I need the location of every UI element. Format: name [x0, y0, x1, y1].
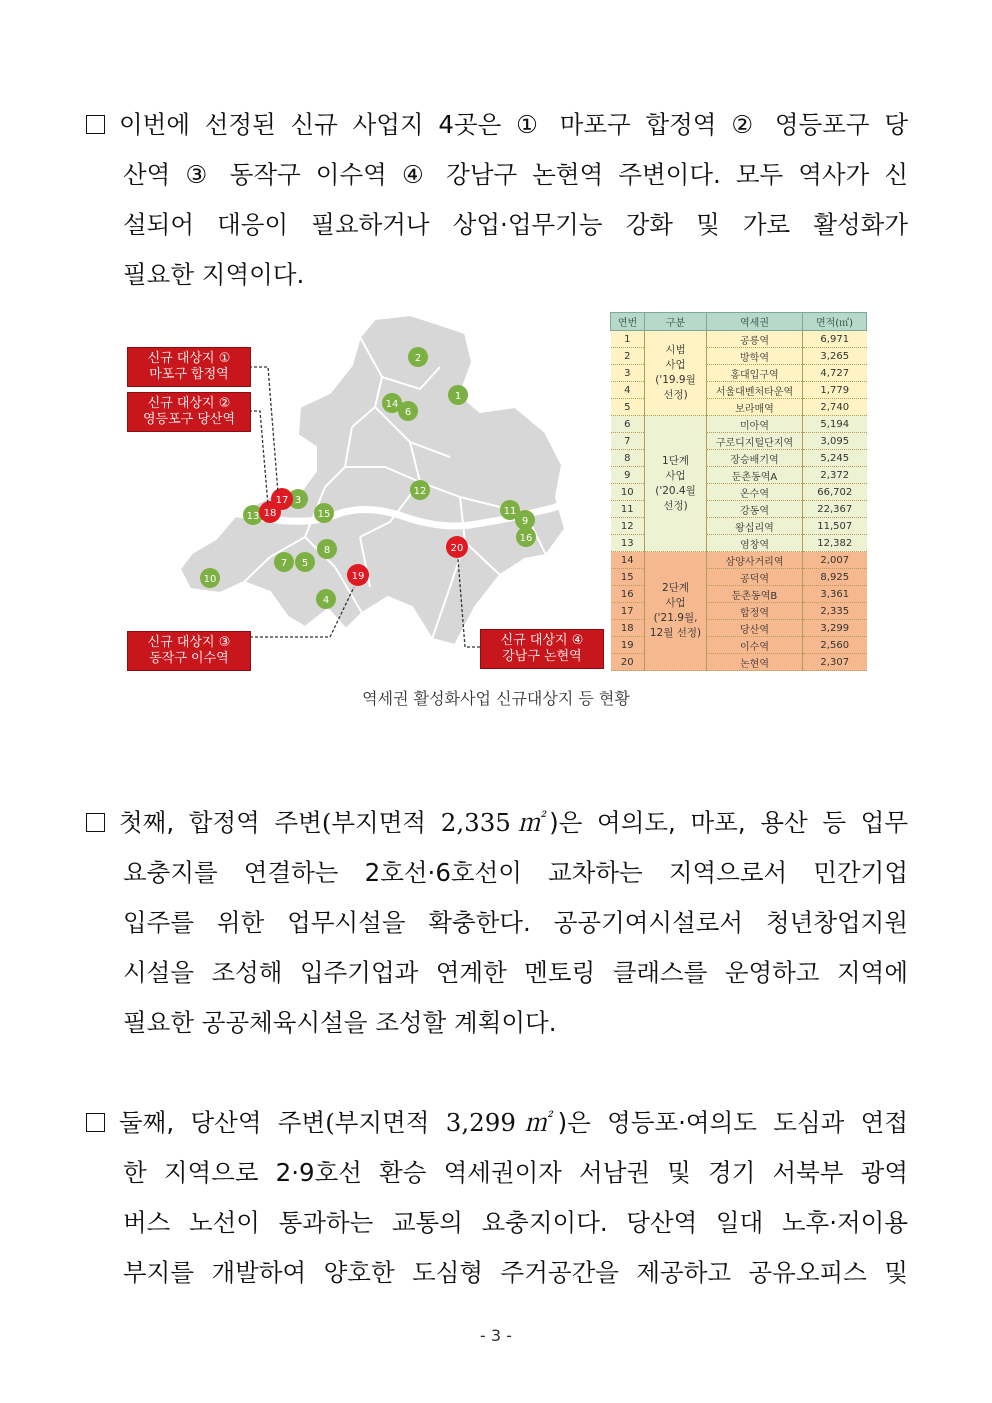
cell-station: 홍대입구역 — [707, 365, 803, 382]
marker-label: 12 — [413, 486, 427, 497]
group-label-line: ('20.4월 — [655, 484, 696, 497]
header-type: 구분 — [645, 313, 707, 331]
callout-line: 신규 대상지 ① — [147, 351, 231, 366]
cell-group — [645, 552, 707, 671]
cell-no: 12 — [611, 518, 645, 535]
cell-group — [645, 331, 707, 416]
cell-station: 공덕역 — [707, 569, 803, 586]
callout-line: 신규 대상지 ④ — [500, 633, 584, 648]
text-line: 입주를 위한 업무시설을 확충한다. 공공기여시설로서 청년창업지원 — [123, 908, 908, 937]
marker-label: 5 — [301, 558, 309, 569]
cell-area: 2,740 — [803, 399, 867, 416]
cell-no: 17 — [611, 603, 645, 620]
cell-station: 보라매역 — [707, 399, 803, 416]
table-row — [611, 416, 867, 433]
cell-no: 10 — [611, 484, 645, 501]
cell-area: 66,702 — [803, 484, 867, 501]
cell-no: 7 — [611, 433, 645, 450]
cell-no: 4 — [611, 382, 645, 399]
checkbox-bullet-icon — [86, 1113, 105, 1132]
text-line: 첫째, 합정역 주변(부지면적 2,335㎡)은 여의도, 마포, 용산 등 업무 — [86, 798, 908, 848]
cell-station: 서울대벤처타운역 — [707, 382, 803, 399]
cell-area: 22,367 — [803, 501, 867, 518]
cell-station: 미아역 — [707, 416, 803, 433]
text-line: 설되어 대응이 필요하거나 상업·업무기능 강화 및 가로 활성화가 — [123, 210, 908, 239]
cell-station: 합정역 — [707, 603, 803, 620]
cell-station: 온수역 — [707, 484, 803, 501]
cell-station: 구로디지털단지역 — [707, 433, 803, 450]
callout-line: 강남구 논현역 — [502, 649, 582, 664]
table-row — [611, 331, 867, 348]
cell-station: 둔촌동역A — [707, 467, 803, 484]
cell-area: 5,245 — [803, 450, 867, 467]
cell-area: 6,971 — [803, 331, 867, 348]
cell-area: 3,299 — [803, 620, 867, 637]
cell-group — [645, 416, 707, 552]
callout-dangsan — [127, 392, 251, 432]
header-station: 역세권 — [707, 313, 803, 331]
marker-label: 15 — [317, 509, 331, 520]
text-line: 요충지를 연결하는 2호선·6호선이 교차하는 지역으로서 민간기업 — [123, 858, 908, 887]
cell-no: 14 — [611, 552, 645, 569]
table-header-row — [611, 313, 867, 331]
callout-line: 마포구 합정역 — [149, 367, 229, 382]
marker-label: 10 — [203, 574, 217, 585]
cell-area: 2,007 — [803, 552, 867, 569]
cell-no: 20 — [611, 654, 645, 671]
page-number: - 3 - — [480, 1326, 512, 1345]
marker-label: 4 — [322, 595, 330, 606]
checkbox-bullet-icon — [86, 813, 105, 832]
cell-no: 1 — [611, 331, 645, 348]
group-label-line: 1단계 — [662, 454, 689, 467]
cell-area: 3,095 — [803, 433, 867, 450]
group-label-line: 사업 — [665, 469, 686, 482]
cell-area: 5,194 — [803, 416, 867, 433]
marker-label: 13 — [246, 511, 260, 522]
text-line: 부지를 개발하여 양호한 도심형 주거공간을 제공하고 공유오피스 및 — [123, 1258, 908, 1287]
marker-label: 14 — [385, 399, 399, 410]
marker-label: 9 — [521, 516, 529, 527]
cell-area: 8,925 — [803, 569, 867, 586]
marker-label: 16 — [519, 533, 533, 544]
cell-station: 강동역 — [707, 501, 803, 518]
cell-station: 논현역 — [707, 654, 803, 671]
callout-line: 영등포구 당산역 — [142, 412, 236, 427]
cell-no: 18 — [611, 620, 645, 637]
header-no: 연번 — [611, 313, 645, 331]
marker-label: 6 — [404, 407, 412, 418]
group-label-line: 사업 — [665, 597, 686, 609]
cell-station: 삼양사거리역 — [707, 552, 803, 569]
marker-label: 18 — [263, 508, 277, 519]
text-line: 버스 노선이 통과하는 교통의 요충지이다. 당산역 일대 노후·저이용 — [123, 1208, 908, 1237]
text-line: 둘째, 당산역 주변(부지면적 3,299㎡)은 영등포·여의도 도심과 연접 — [86, 1098, 908, 1148]
group-label-line: 선정) — [663, 499, 688, 512]
paragraph-hapjeong — [86, 798, 908, 1048]
cell-area: 1,779 — [803, 382, 867, 399]
marker-label: 7 — [280, 558, 288, 569]
cell-no: 8 — [611, 450, 645, 467]
group-label-line: 2단계 — [662, 582, 689, 594]
callout-line: 동작구 이수역 — [149, 651, 229, 666]
marker-label: 19 — [351, 571, 365, 582]
text-line: 필요한 공공체육시설을 조성할 계획이다. — [123, 1008, 557, 1037]
text-line: 한 지역으로 2·9호선 환승 역세권이자 서남권 및 경기 서북부 광역 — [123, 1158, 908, 1187]
cell-area: 3,361 — [803, 586, 867, 603]
cell-no: 11 — [611, 501, 645, 518]
group-label-line: ('19.9월 — [655, 374, 696, 386]
text-line: 시설을 조성해 입주기업과 연계한 멘토링 클래스를 운영하고 지역에 — [123, 958, 908, 987]
marker-label: 11 — [503, 506, 517, 517]
checkbox-bullet-icon — [86, 115, 105, 134]
cell-no: 2 — [611, 348, 645, 365]
table-row — [611, 552, 867, 569]
cell-area: 12,382 — [803, 535, 867, 552]
header-area: 면적(㎡) — [803, 313, 867, 331]
callout-isu — [127, 631, 251, 671]
cell-station: 방학역 — [707, 348, 803, 365]
paragraph-dangsan — [86, 1098, 908, 1298]
cell-no: 19 — [611, 637, 645, 654]
cell-no: 6 — [611, 416, 645, 433]
cell-area: 2,560 — [803, 637, 867, 654]
callout-nonhyeon — [480, 629, 604, 669]
figure-caption: 역세권 활성화사업 신규대상지 등 현황 — [362, 689, 630, 708]
cell-area: 11,507 — [803, 518, 867, 535]
paragraph-new-sites — [86, 100, 908, 300]
cell-no: 16 — [611, 586, 645, 603]
cell-area: 2,372 — [803, 467, 867, 484]
cell-station: 공릉역 — [707, 331, 803, 348]
cell-no: 3 — [611, 365, 645, 382]
cell-station: 둔촌동역B — [707, 586, 803, 603]
cell-area: 4,727 — [803, 365, 867, 382]
cell-area: 2,335 — [803, 603, 867, 620]
cell-area: 3,265 — [803, 348, 867, 365]
marker-label: 2 — [414, 353, 422, 364]
group-label-line: 선정) — [663, 389, 688, 401]
text-line: 필요한 지역이다. — [123, 260, 305, 289]
text-line: 산역 ③ 동작구 이수역 ④ 강남구 논현역 주변이다. 모두 역사가 신 — [123, 160, 908, 189]
callout-line: 신규 대상지 ② — [147, 396, 231, 411]
cell-area: 2,307 — [803, 654, 867, 671]
cell-station: 이수역 — [707, 637, 803, 654]
cell-no: 13 — [611, 535, 645, 552]
cell-station: 당산역 — [707, 620, 803, 637]
cell-no: 15 — [611, 569, 645, 586]
marker-label: 8 — [323, 545, 331, 556]
callout-line: 신규 대상지 ③ — [147, 635, 231, 650]
group-label-line: 12월 선정) — [649, 627, 702, 639]
cell-station: 왕십리역 — [707, 518, 803, 535]
marker-label: 1 — [454, 391, 462, 402]
seoul-map — [120, 307, 610, 677]
marker-label: 3 — [294, 495, 302, 506]
callout-hapjeong — [127, 347, 251, 387]
group-label-line: ('21.9월, — [653, 612, 698, 624]
group-label-line: 사업 — [665, 359, 686, 371]
station-table — [610, 312, 867, 671]
marker-label: 17 — [275, 495, 289, 506]
group-label-line: 시범 — [665, 344, 686, 356]
cell-no: 9 — [611, 467, 645, 484]
cell-station: 장승배기역 — [707, 450, 803, 467]
cell-no: 5 — [611, 399, 645, 416]
cell-station: 염창역 — [707, 535, 803, 552]
text-line: 이번에 선정된 신규 사업지 4곳은 ① 마포구 합정역 ② 영등포구 당 — [86, 100, 908, 150]
marker-label: 20 — [450, 543, 464, 554]
